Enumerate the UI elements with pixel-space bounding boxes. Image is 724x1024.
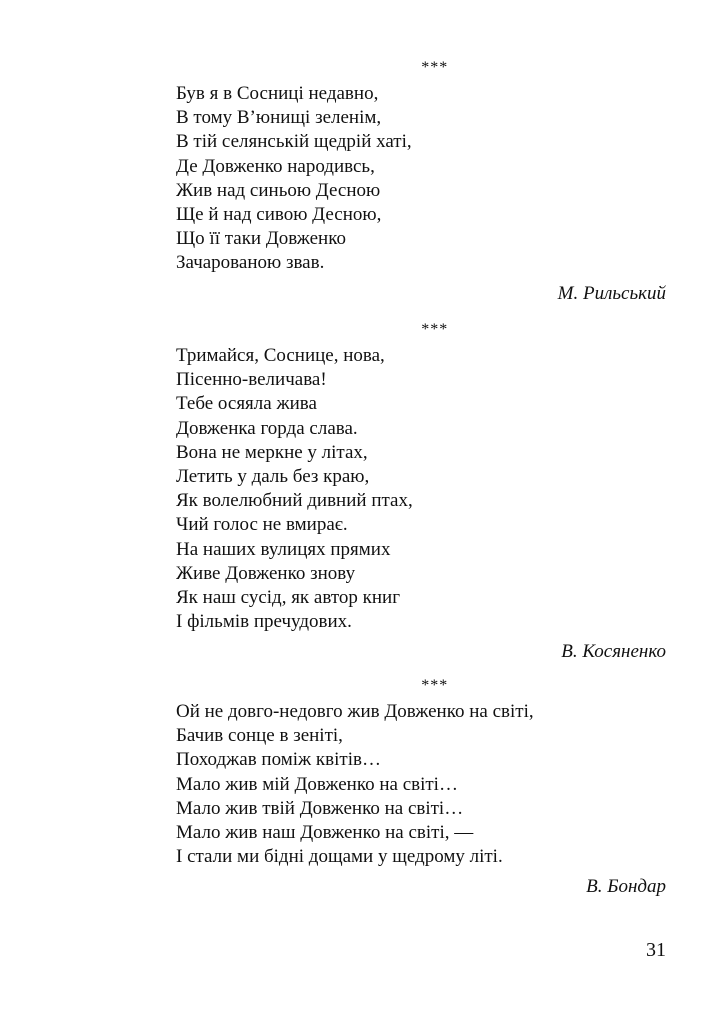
poem-line: Бачив сонце в зеніті, — [176, 725, 343, 747]
poem-author: М. Рильський — [557, 282, 666, 304]
poem-line: Походжав поміж квітів… — [176, 749, 381, 771]
poem-lines — [176, 344, 666, 634]
poem-rylsky — [176, 58, 666, 306]
poem-line: Мало жив мій Довженко на світі… — [176, 773, 458, 795]
poem-line: Жив над синьою Десною — [176, 179, 381, 201]
poem-line: На наших вулицях прямих — [176, 538, 391, 560]
poem-line: В тій селянській щедрій хаті, — [176, 131, 412, 153]
poem-lines — [176, 82, 666, 276]
poem-lines — [176, 700, 666, 869]
poem-kosyanenko — [176, 320, 666, 664]
poem-line: Тебе осяяла жива — [176, 393, 317, 415]
poem-line: Що її таки Довженко — [176, 228, 346, 250]
poem-line: І фільмів пречудових. — [176, 611, 352, 633]
poem-line: Вона не меркне у літах, — [176, 441, 368, 463]
poem-line: Довженка горда слава. — [176, 417, 358, 439]
page-number: 31 — [646, 939, 666, 961]
poem-bondar — [176, 676, 666, 899]
poem-line: Де Довженко народивсь, — [176, 155, 375, 177]
poem-line: Тримайся, Соснице, нова, — [176, 345, 385, 366]
poem-line: Зачарованою звав. — [176, 252, 325, 274]
poem-line: Живе Довженко знову — [176, 562, 356, 584]
poem-line: Ой не довго-недовго жив Довженко на світі, — [176, 701, 534, 722]
poem-line: Як волелюбний дивний птах, — [176, 490, 413, 512]
poem-line: І стали ми бідні дощами у щедрому літі. — [176, 846, 503, 868]
poem-line: Мало жив наш Довженко на світі, — — [176, 821, 474, 843]
poem-line: Ще й над сивою Десною, — [176, 203, 382, 225]
poem-line: Як наш сусід, як автор книг — [176, 586, 401, 608]
poem-line: Летить у даль без краю, — [176, 465, 370, 487]
poem-author: В. Косяненко — [561, 641, 666, 663]
section-separator: *** — [420, 59, 448, 76]
section-separator: *** — [420, 321, 448, 338]
poem-line: Чий голос не вмирає. — [176, 514, 348, 536]
poem-author: В. Бондар — [586, 876, 666, 898]
poem-line: Пісенно-величава! — [176, 369, 327, 391]
poem-line: Був я в Сосниці недавно, — [176, 83, 379, 104]
poem-line: Мало жив твій Довженко на світі… — [176, 797, 464, 819]
poem-line: В тому В’юнищі зеленім, — [176, 107, 382, 129]
section-separator: *** — [420, 677, 448, 694]
